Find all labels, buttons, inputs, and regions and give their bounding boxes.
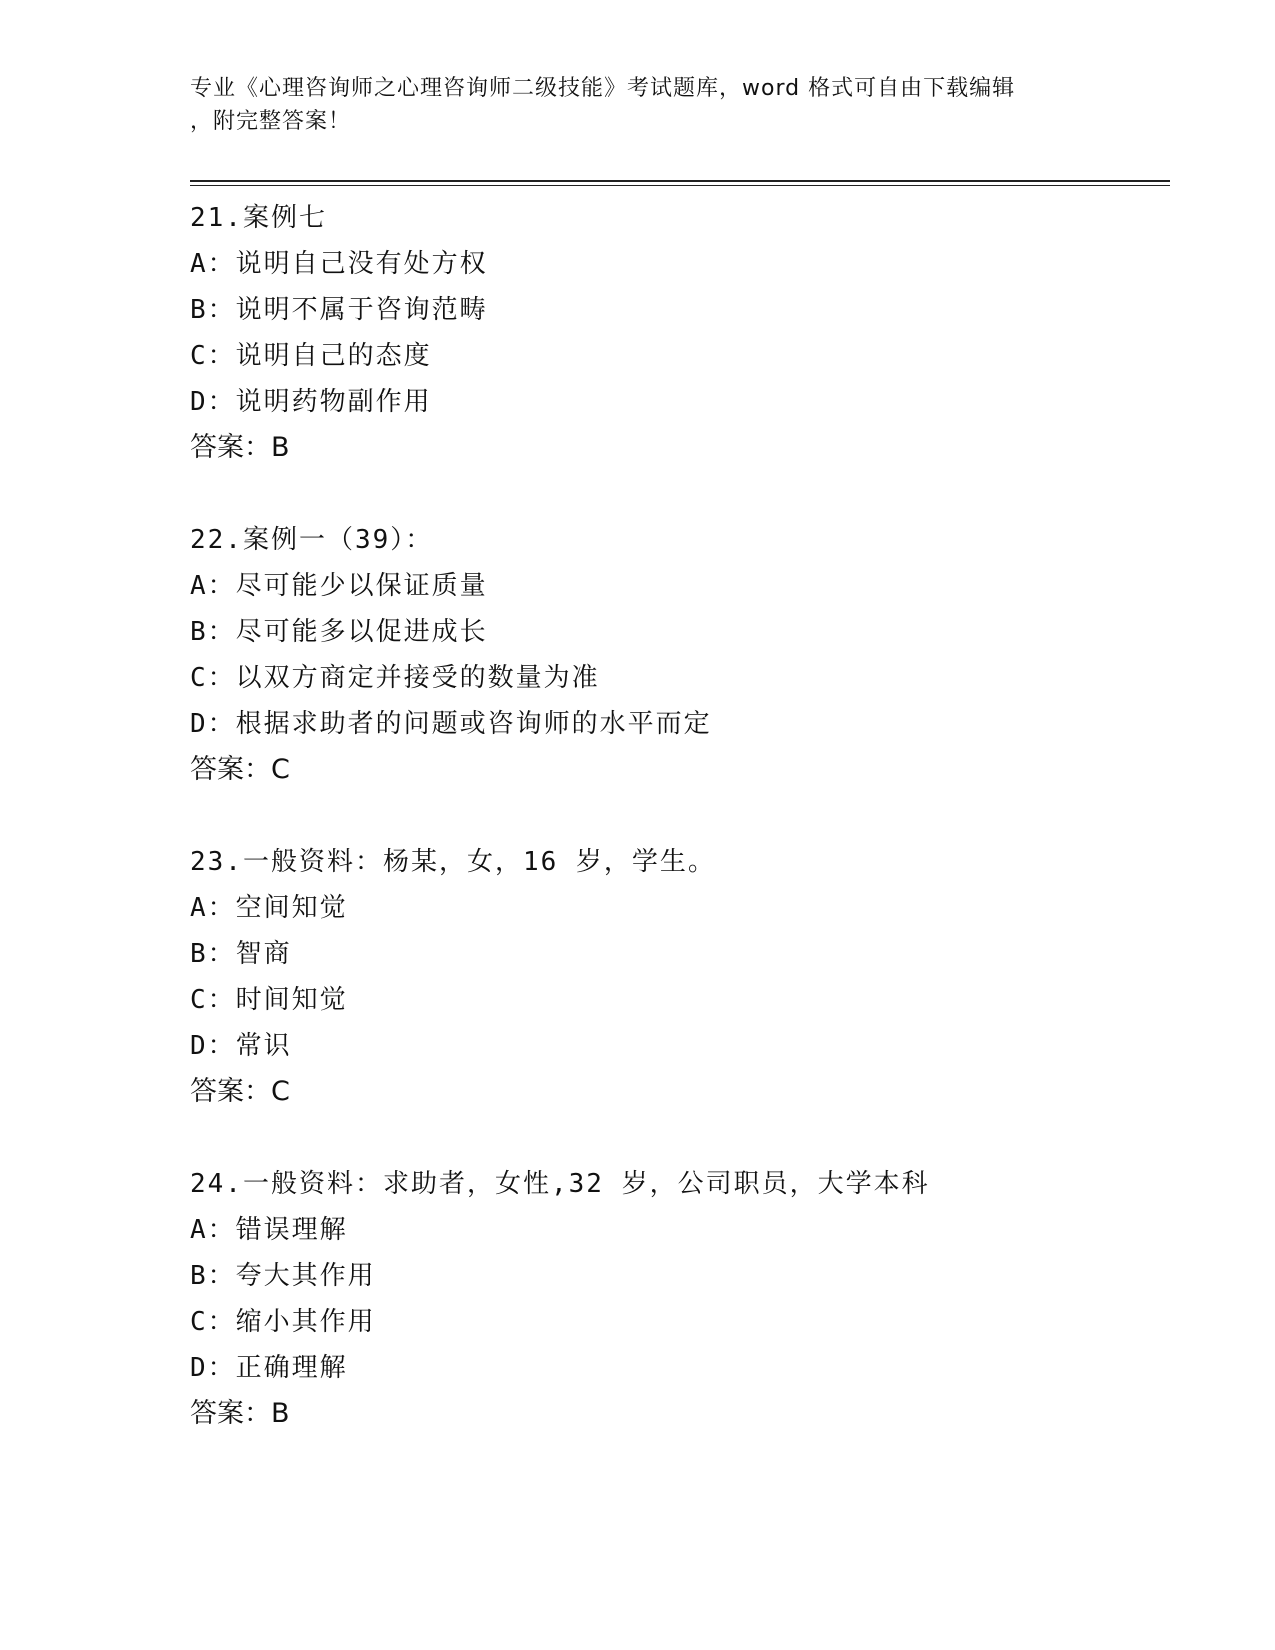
option-d: D：说明药物副作用 [190, 387, 432, 417]
question-24 [190, 1161, 1170, 1437]
answer-line: 答案：B [190, 1398, 290, 1429]
header-divider-thick [190, 180, 1170, 182]
header-line-1: 专业《心理咨询师之心理咨询师二级技能》考试题库，word 格式可自由下载编辑 [190, 76, 1016, 101]
question-21 [190, 195, 1170, 471]
answer-line: 答案：B [190, 432, 290, 463]
document-header [190, 72, 1090, 138]
question-23 [190, 839, 1170, 1115]
option-b: B：智商 [190, 939, 292, 969]
option-c: C：以双方商定并接受的数量为准 [190, 663, 600, 693]
option-a: A：尽可能少以保证质量 [190, 571, 488, 601]
option-b: B：夸大其作用 [190, 1261, 376, 1291]
header-line-2: ，附完整答案！ [190, 109, 352, 134]
option-c: C：说明自己的态度 [190, 341, 432, 371]
question-22 [190, 517, 1170, 793]
option-a: A：说明自己没有处方权 [190, 249, 488, 279]
answer-line: 答案：C [190, 1076, 290, 1107]
question-title: 22.案例一（39）： [190, 525, 434, 555]
option-d: D：正确理解 [190, 1353, 348, 1383]
answer-line: 答案：C [190, 754, 290, 785]
header-divider-thin [190, 185, 1170, 186]
option-c: C：时间知觉 [190, 985, 348, 1015]
option-d: D：根据求助者的问题或咨询师的水平而定 [190, 709, 712, 739]
question-title: 24.一般资料：求助者，女性,32 岁，公司职员，大学本科 [190, 1169, 930, 1199]
option-c: C：缩小其作用 [190, 1307, 376, 1337]
question-title: 21.案例七 [190, 203, 327, 233]
question-title: 23.一般资料：杨某，女，16 岁，学生。 [190, 847, 716, 877]
option-a: A：空间知觉 [190, 893, 348, 923]
option-b: B：说明不属于咨询范畴 [190, 295, 488, 325]
question-list [190, 195, 1170, 1437]
option-d: D：常识 [190, 1031, 292, 1061]
option-a: A：错误理解 [190, 1215, 348, 1245]
option-b: B：尽可能多以促进成长 [190, 617, 488, 647]
